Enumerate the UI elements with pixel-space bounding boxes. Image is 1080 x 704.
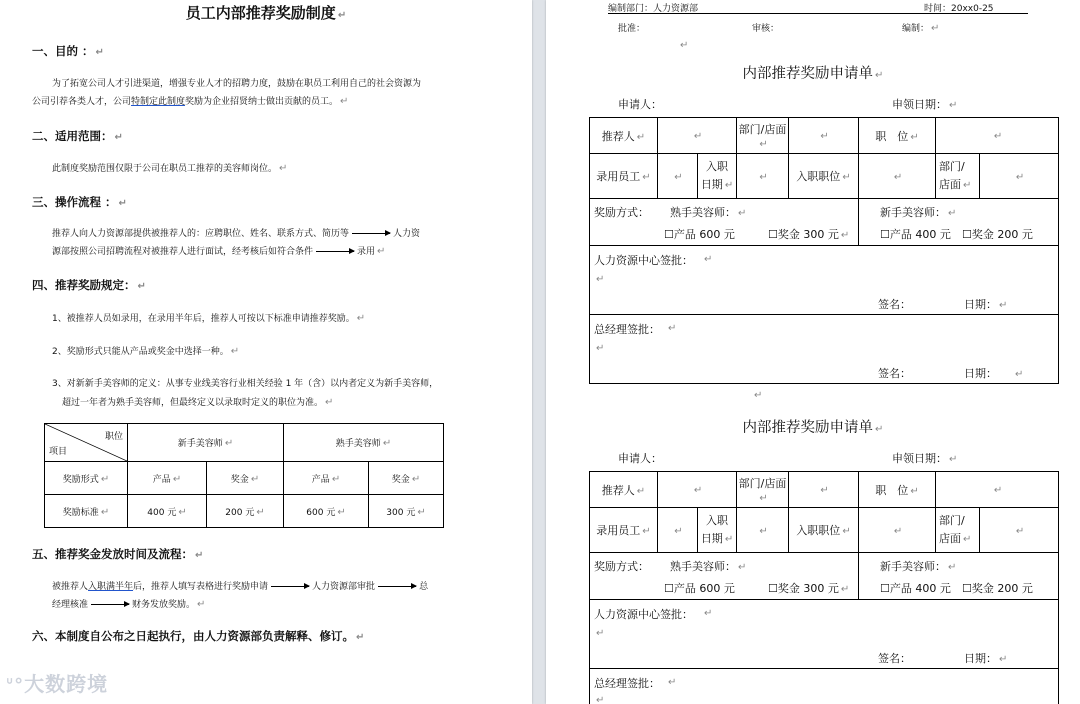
table-cell: 奖金 ↵ [207,462,284,495]
form-1-table [589,117,1059,384]
label-entry-position: 入职职位 ↵ [789,154,859,199]
form-1-title: 内部推荐奖励申请单 ↵ [742,66,884,82]
arrow-right-icon [91,604,129,605]
document-page-left [0,0,532,704]
dept-field[interactable]: ↵ [980,154,1059,199]
arrow-right-icon [316,251,354,252]
rule-item-3-line2: 超过一年者为熟手美容师，但最终定义以录取时定义的职位为准。 ↵ [62,397,334,408]
watermark-icon: ᐡ° [6,675,25,696]
section-4-heading: 四、推荐奖励规定： ↵ [32,278,146,292]
position-field[interactable]: ↵ [936,472,1059,508]
underlined-text: 特制定此制度 [131,97,186,107]
section-5-heading: 五、推荐奖金发放时间及流程： ↵ [32,547,204,561]
label-referrer: 推荐人 ↵ [590,472,658,508]
header-time: 时间：20xx0-25 [924,4,994,14]
label-entry-date: 入职 日期 ↵ [698,508,737,553]
form-1-applicant: 申请人： [618,98,662,111]
new-beautician-label: 新手美容师： ↵ [880,206,957,219]
label-hired-employee: 录用员工 ↵ [590,508,658,553]
label-referrer: 推荐人 ↵ [590,118,658,154]
label-position: 职 位 ↵ [859,472,936,508]
label-position: 职 位 ↵ [859,118,936,154]
section-2-text: 此制度奖励范围仅限于公司在职员工推荐的美容师岗位。 ↵ [52,163,288,174]
option-product-400[interactable]: ☐产品 400 元 [880,228,951,241]
header-review: 审核： [752,24,780,34]
dept-store-field[interactable]: ↵ [789,118,859,154]
label-dept: 部门/ 店面 ↵ [936,154,980,199]
table-cell: 奖金 ↵ [369,462,444,495]
entry-date-field[interactable]: ↵ [737,508,789,553]
entry-position-field[interactable]: ↵ [859,508,936,553]
gm-approval-row: 总经理签批： ↵ ↵ [590,669,1059,704]
label-dept-store: 部门/店面↵ [737,472,789,508]
header-skilled-beautician: 熟手美容师 ↵ [284,424,444,462]
option-bonus-200[interactable]: ☐奖金 200 元 [962,582,1033,595]
table-cell: 产品 ↵ [128,462,207,495]
section-2-heading: 二、适用范围： ↵ [32,129,123,143]
entry-date-field[interactable]: ↵ [737,154,789,199]
option-bonus-200[interactable]: ☐奖金 200 元 [962,228,1033,241]
position-field[interactable]: ↵ [936,118,1059,154]
rule-item-2: 2、奖励形式只能从产品或奖金中选择一种。 ↵ [52,346,240,357]
document-title: 员工内部推荐奖励制度 ↵ [185,4,347,22]
section-3-text-line1: 推荐人向人力资源部提供被推荐人的：应聘职位、姓名、联系方式、简历等 人力资 [52,229,421,239]
option-bonus-300[interactable]: ☐奖金 300 元 ↵ [768,582,850,595]
reward-method-row: 奖励方式： 熟手美容师： ↵ ☐产品 600 元 ☐奖金 300 元 ↵ 新手美容师： ↵ ☐产品 400 元 ☐奖金 200 元 [590,199,1059,246]
hr-date-label: 日期： ↵ [964,652,1008,665]
dept-field[interactable]: ↵ [980,508,1059,553]
skilled-beautician-label: 熟手美容师： ↵ [670,206,747,219]
header-approve: 批准： [618,24,646,34]
label-hired-employee: 录用员工 ↵ [590,154,658,199]
referrer-field[interactable]: ↵ [658,118,737,154]
header-new-beautician: 新手美容师 ↵ [128,424,284,462]
rule-item-3-line1: 3、对新新手美容师的定义：从事专业线美容行业相关经验 1 年（含）以内者定义为新手美容师， [52,379,439,389]
header-dept: 编制部门：人力资源部 [608,4,699,14]
label-entry-date: 入职 日期 ↵ [698,154,737,199]
label-dept: 部门/ 店面 ↵ [936,508,980,553]
referrer-field[interactable]: ↵ [658,472,737,508]
reward-standard-table [44,423,444,528]
table-cell: 600 元 ↵ [284,495,369,528]
section-5-text-line2: 经理核准 财务发放奖励。 ↵ [52,599,206,610]
watermark-logo: ᐡ°大数跨境 [6,672,109,696]
option-bonus-300[interactable]: ☐奖金 300 元 ↵ [768,228,850,241]
label-entry-position: 入职职位 ↵ [789,508,859,553]
gm-signature-label: 签名： [878,367,911,380]
hr-approval-row: 人力资源中心签批： ↵ ↵ 签名： 日期： ↵ [590,600,1059,669]
hired-employee-field[interactable]: ↵ [658,154,698,199]
label-dept-store: 部门/店面↵ [737,118,789,154]
option-product-400[interactable]: ☐产品 400 元 [880,582,951,595]
section-1-heading: 一、目的 ： ↵ [32,44,104,58]
form-2-applicant: 申请人： [618,452,662,465]
section-5-text-line1: 被推荐人入职满半年后，推荐人填写表格进行奖励申请 人力资源部审批 总 [52,582,429,592]
option-product-600[interactable]: ☐产品 600 元 [664,228,735,241]
entry-position-field[interactable]: ↵ [859,154,936,199]
document-page-right: 编制部门：人力资源部 时间：20xx0-25 批准： 审核： 编制： ↵ ↵ 内部推荐奖励申请单 ↵ 申请人： 申领日期： ↵ 推荐人 ↵ ↵ 部门/店面↵ ↵ 职 位 ↵ ↵ 录用员工 ↵ ↵ 入职 日期 ↵ ↵ 入职职位 ↵ ↵ 部门/ 店面 ↵ ↵ 奖励方式： 熟手美容师： ↵ ☐产品 600 元 ☐奖金 300 元 ↵ 新手美容师： ↵ ☐产品 400 元 ☐奖金 200 元 人力资源中心签批： ↵ ↵ 签名： 日期： ↵ 总经理签批： ↵ ↵ 签名： 日期： ↵ ↵ 内部推荐奖励申请单 ↵ 申请人： 申领日期： ↵ 推荐人 ↵ ↵ 部门/店面↵ ↵ 职 位 ↵ ↵ 录用员工 ↵ ↵ 入职 日期 ↵ ↵ 入职职位 ↵ ↵ 部门/ 店面 ↵ ↵ 奖励方式： 熟手美容师： ↵ ☐产品 600 元 ☐奖金 300 元 ↵ 新手美容师： ↵ ☐产品 400 元 ☐奖金 200 元 人力资源中心签批： ↵ ↵ 签名： 日期： ↵ 总经理签批： ↵ ↵ [546,0,1080,704]
section-3-text-line2: 源部按照公司招聘流程对被推荐人进行面试，经考核后如符合条件 录用 ↵ [52,246,386,257]
header-compile: 编制： ↵ [902,23,940,34]
hr-signature-label: 签名： [878,298,911,311]
dept-store-field[interactable]: ↵ [789,472,859,508]
arrow-right-icon [352,233,390,234]
table-cell: 400 元 ↵ [128,495,207,528]
section-1-text-line1: 为了拓宽公司人才引进渠道，增强专业人才的招聘力度，鼓励在职员工利用自己的社会资源为 [52,79,422,89]
hr-signature-label: 签名： [878,652,911,665]
rule-item-1: 1、被推荐人员如录用，在录用半年后，推荐人可按以下标准申请推荐奖励。 ↵ [52,313,366,324]
section-3-heading: 三、操作流程 ： ↵ [32,195,127,209]
section-6-heading: 六、本制度自公布之日起执行，由人力资源部负责解释、修订。 ↵ [32,629,365,643]
skilled-beautician-label: 熟手美容师： ↵ [670,560,747,573]
form-2-table [589,471,1059,704]
gm-approval-row: 总经理签批： ↵ ↵ 签名： 日期： ↵ [590,315,1059,384]
table-cell: 产品 ↵ [284,462,369,495]
form-2-apply-date: 申领日期： ↵ [892,452,958,465]
form-2-title: 内部推荐奖励申请单 ↵ [742,420,884,436]
row-label-reward-standard: 奖励标准 ↵ [45,495,128,528]
arrow-right-icon [271,586,309,587]
arrow-right-icon [378,586,416,587]
hr-approval-row: 人力资源中心签批： ↵ ↵ 签名： 日期： ↵ [590,246,1059,315]
gm-date-label: 日期： ↵ [964,367,1024,380]
hired-employee-field[interactable]: ↵ [658,508,698,553]
reward-method-row: 奖励方式： 熟手美容师： ↵ ☐产品 600 元 ☐奖金 300 元 ↵ 新手美容师： ↵ ☐产品 400 元 ☐奖金 200 元 [590,553,1059,600]
row-label-reward-form: 奖励形式 ↵ [45,462,128,495]
form-1-apply-date: 申领日期： ↵ [892,98,958,111]
option-product-600[interactable]: ☐产品 600 元 [664,582,735,595]
table-cell: 200 元 ↵ [207,495,284,528]
hr-date-label: 日期： ↵ [964,298,1008,311]
section-1-text-line2: 公司引荐各类人才，公司特制定此制度奖励为企业招贤纳士做出贡献的员工。 ↵ [32,96,349,107]
table-cell: 300 元 ↵ [369,495,444,528]
table-corner-cell: 职位 项目 [45,424,128,462]
new-beautician-label: 新手美容师： ↵ [880,560,957,573]
